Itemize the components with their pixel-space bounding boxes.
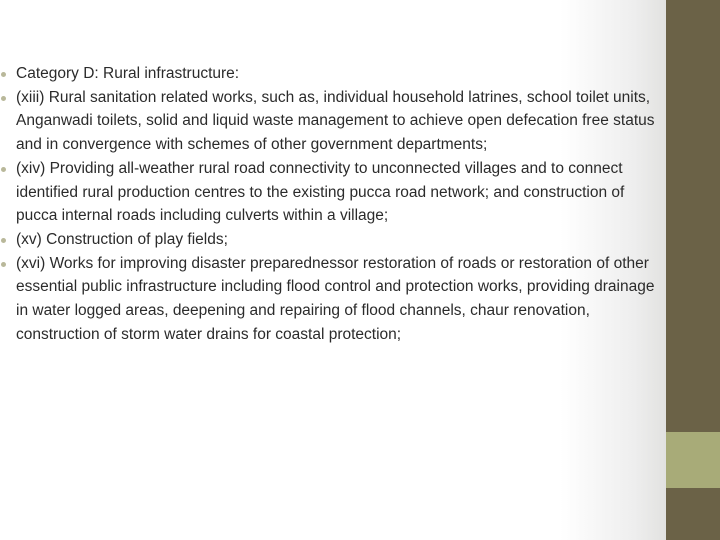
- accent-bar-light: [666, 432, 720, 488]
- bullet-list: [0, 62, 664, 346]
- bullet-item-play-fields: [0, 228, 664, 252]
- bullet-dot-icon: [1, 238, 6, 243]
- bullet-text: (xvi) Works for improving disaster preparednessor restoration of roads or restoration of other essential public infrastructure including flood control and protection works, providing drainage in water logged areas, deepening and repairing of flood channels, chaur renovation, construction of storm water drains for coastal protection;: [16, 254, 655, 343]
- slide-content: [0, 62, 664, 346]
- bullet-text: Category D: Rural infrastructure:: [16, 65, 240, 82]
- accent-bar-lower: [666, 488, 720, 540]
- bullet-item-road-connectivity: [0, 157, 664, 228]
- accent-bar-upper: [666, 0, 720, 432]
- bullet-text: (xiii) Rural sanitation related works, such as, individual household latrines, school toilet units, Anganwadi toilets, solid and liquid waste management to achieve open defecation free status and in convergence with schemes of other government departments;: [16, 88, 655, 154]
- bullet-item-disaster-preparedness: [0, 252, 664, 347]
- bullet-text: (xv) Construction of play fields;: [16, 230, 228, 248]
- bullet-dot-icon: [1, 72, 6, 77]
- bullet-item-category-heading: [0, 62, 664, 86]
- bullet-dot-icon: [1, 167, 6, 172]
- bullet-dot-icon: [1, 262, 6, 267]
- bullet-text: (xiv) Providing all-weather rural road connectivity to unconnected villages and to connect identified rural production centres to the existing pucca road network; and construction of pucca internal roads including culverts within a village;: [16, 159, 625, 225]
- bullet-dot-icon: [1, 96, 6, 101]
- bullet-item-sanitation: [0, 86, 664, 157]
